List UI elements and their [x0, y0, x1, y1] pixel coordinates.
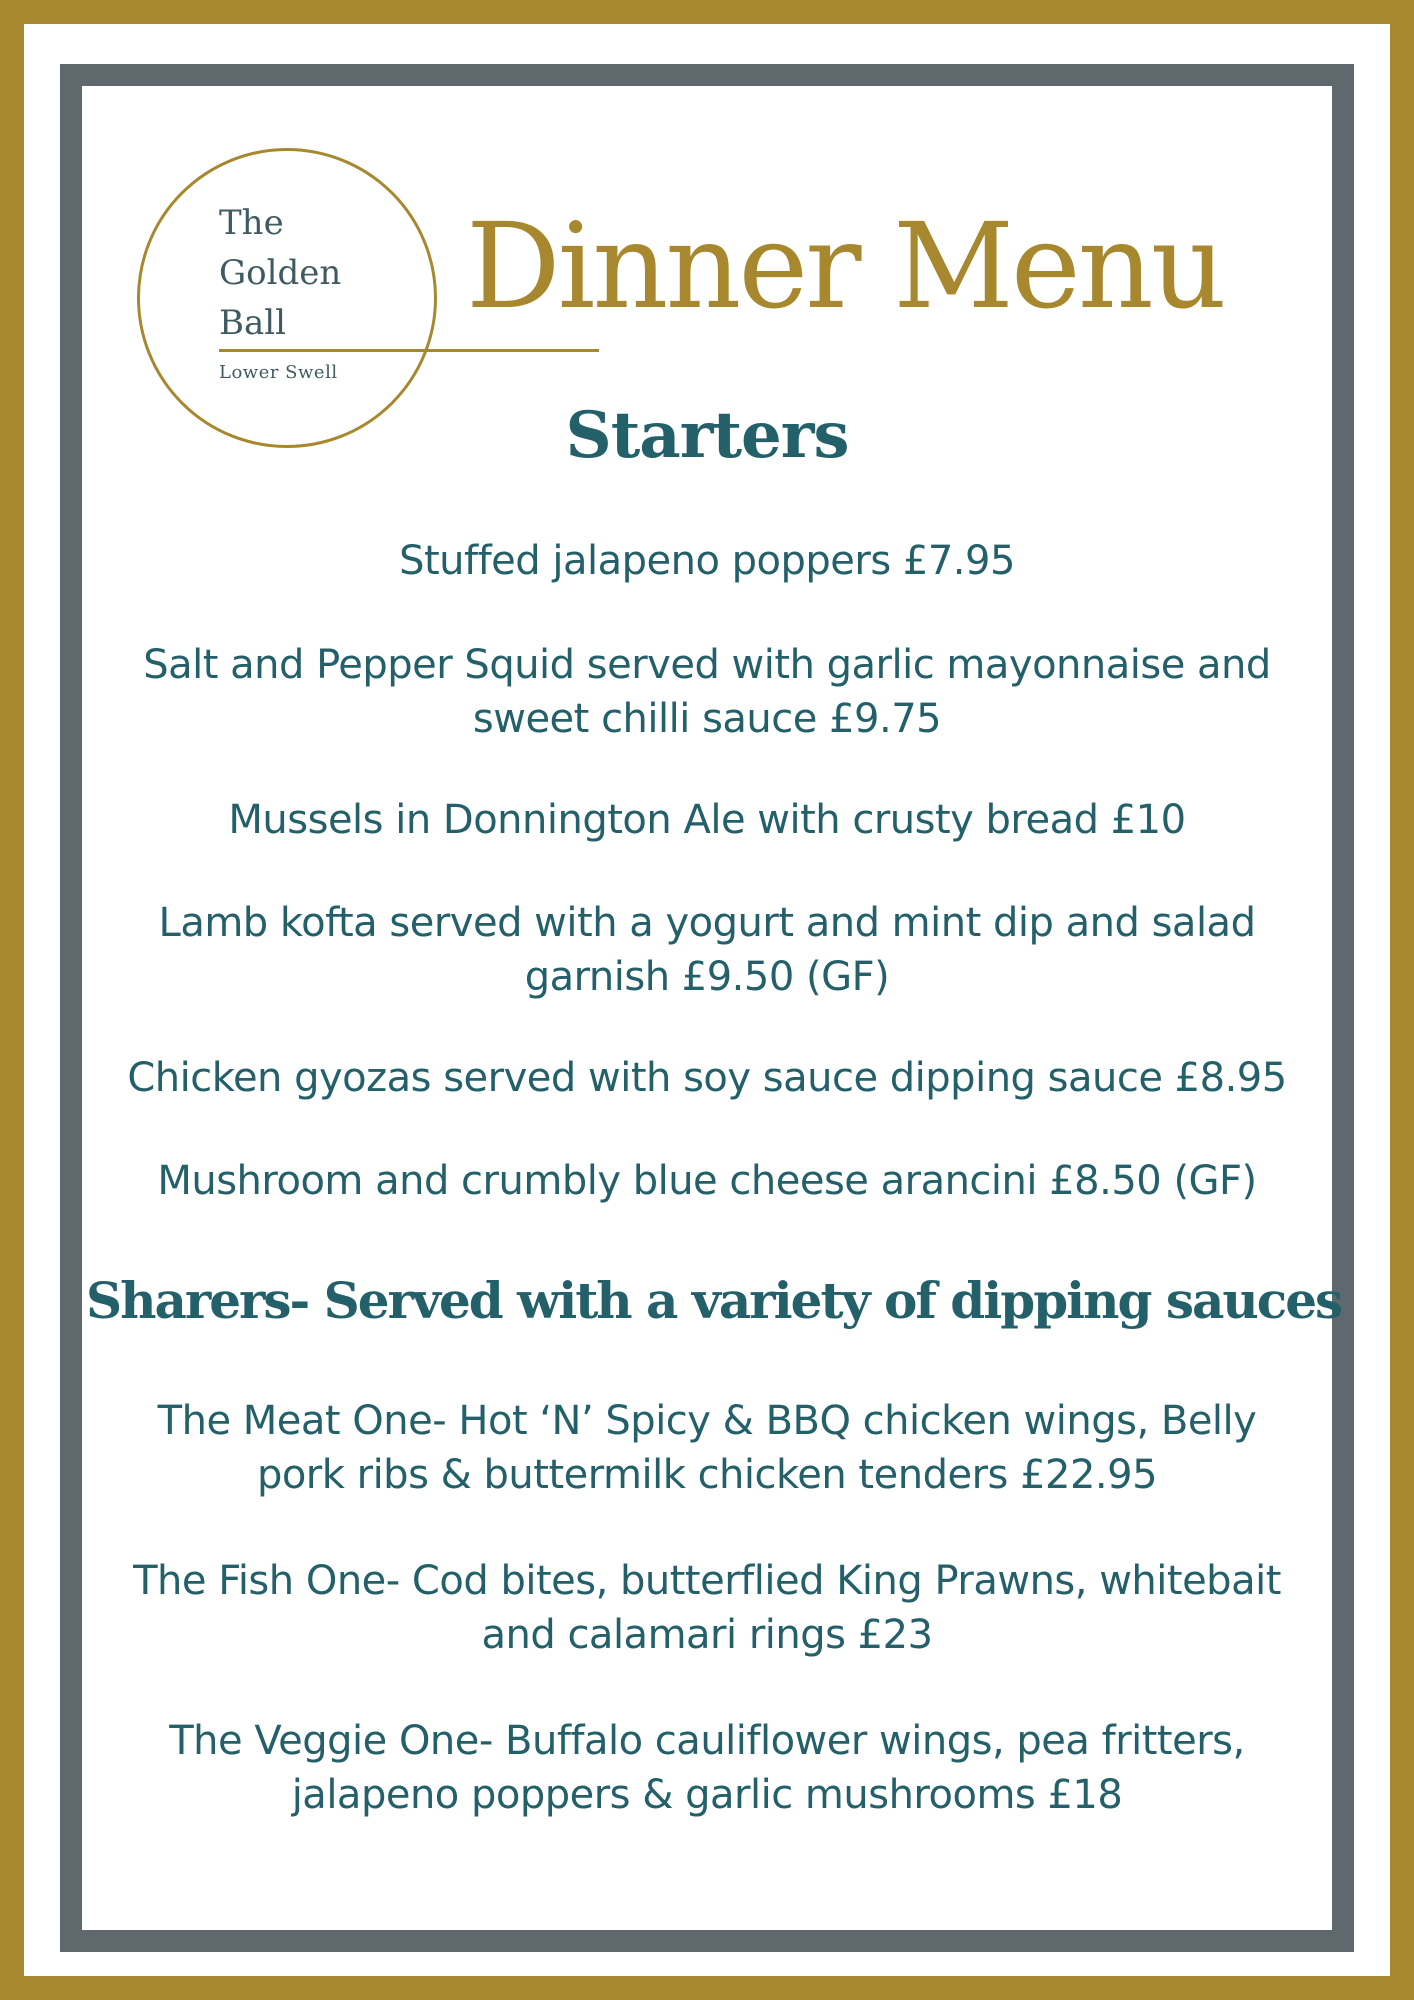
logo-underline	[219, 349, 599, 352]
logo-name	[219, 198, 379, 348]
page-title: Dinner Menu	[466, 197, 1224, 335]
starter-item-chicken-gyozas: Chicken gyozas served with soy sauce dipping sauce £8.95	[127, 1055, 1287, 1101]
logo-name-line-1: The	[219, 203, 284, 243]
logo-name-line-2: Golden	[219, 253, 342, 293]
starter-item-arancini: Mushroom and crumbly blue cheese arancini £8.50 (GF)	[157, 1158, 1257, 1204]
sharer-item-meat-one: The Meat One- Hot ‘N’ Spicy & BBQ chicken wings, Belly pork ribs & buttermilk chicken tenders £22.95	[157, 1398, 1257, 1498]
starter-item-salt-pepper-squid: Salt and Pepper Squid served with garlic mayonnaise and sweet chilli sauce £9.75	[143, 642, 1271, 742]
sharer-item-veggie-one: The Veggie One- Buffalo cauliflower wings, pea fritters, jalapeno poppers & garlic mushrooms £18	[169, 1718, 1245, 1818]
logo-place: Lower Swell	[219, 362, 338, 383]
starter-item-jalapeno-poppers: Stuffed jalapeno poppers £7.95	[399, 538, 1015, 584]
sharer-item-fish-one: The Fish One- Cod bites, butterflied King Prawns, whitebait and calamari rings £23	[133, 1558, 1281, 1658]
starters-heading: Starters	[565, 398, 849, 473]
starter-item-mussels: Mussels in Donnington Ale with crusty bread £10	[228, 797, 1186, 843]
logo-name-line-3: Ball	[219, 303, 287, 343]
sharers-heading: Sharers- Served with a variety of dipping sauces	[86, 1271, 1342, 1330]
starter-item-lamb-kofta: Lamb kofta served with a yogurt and mint dip and salad garnish £9.50 (GF)	[158, 900, 1256, 1000]
